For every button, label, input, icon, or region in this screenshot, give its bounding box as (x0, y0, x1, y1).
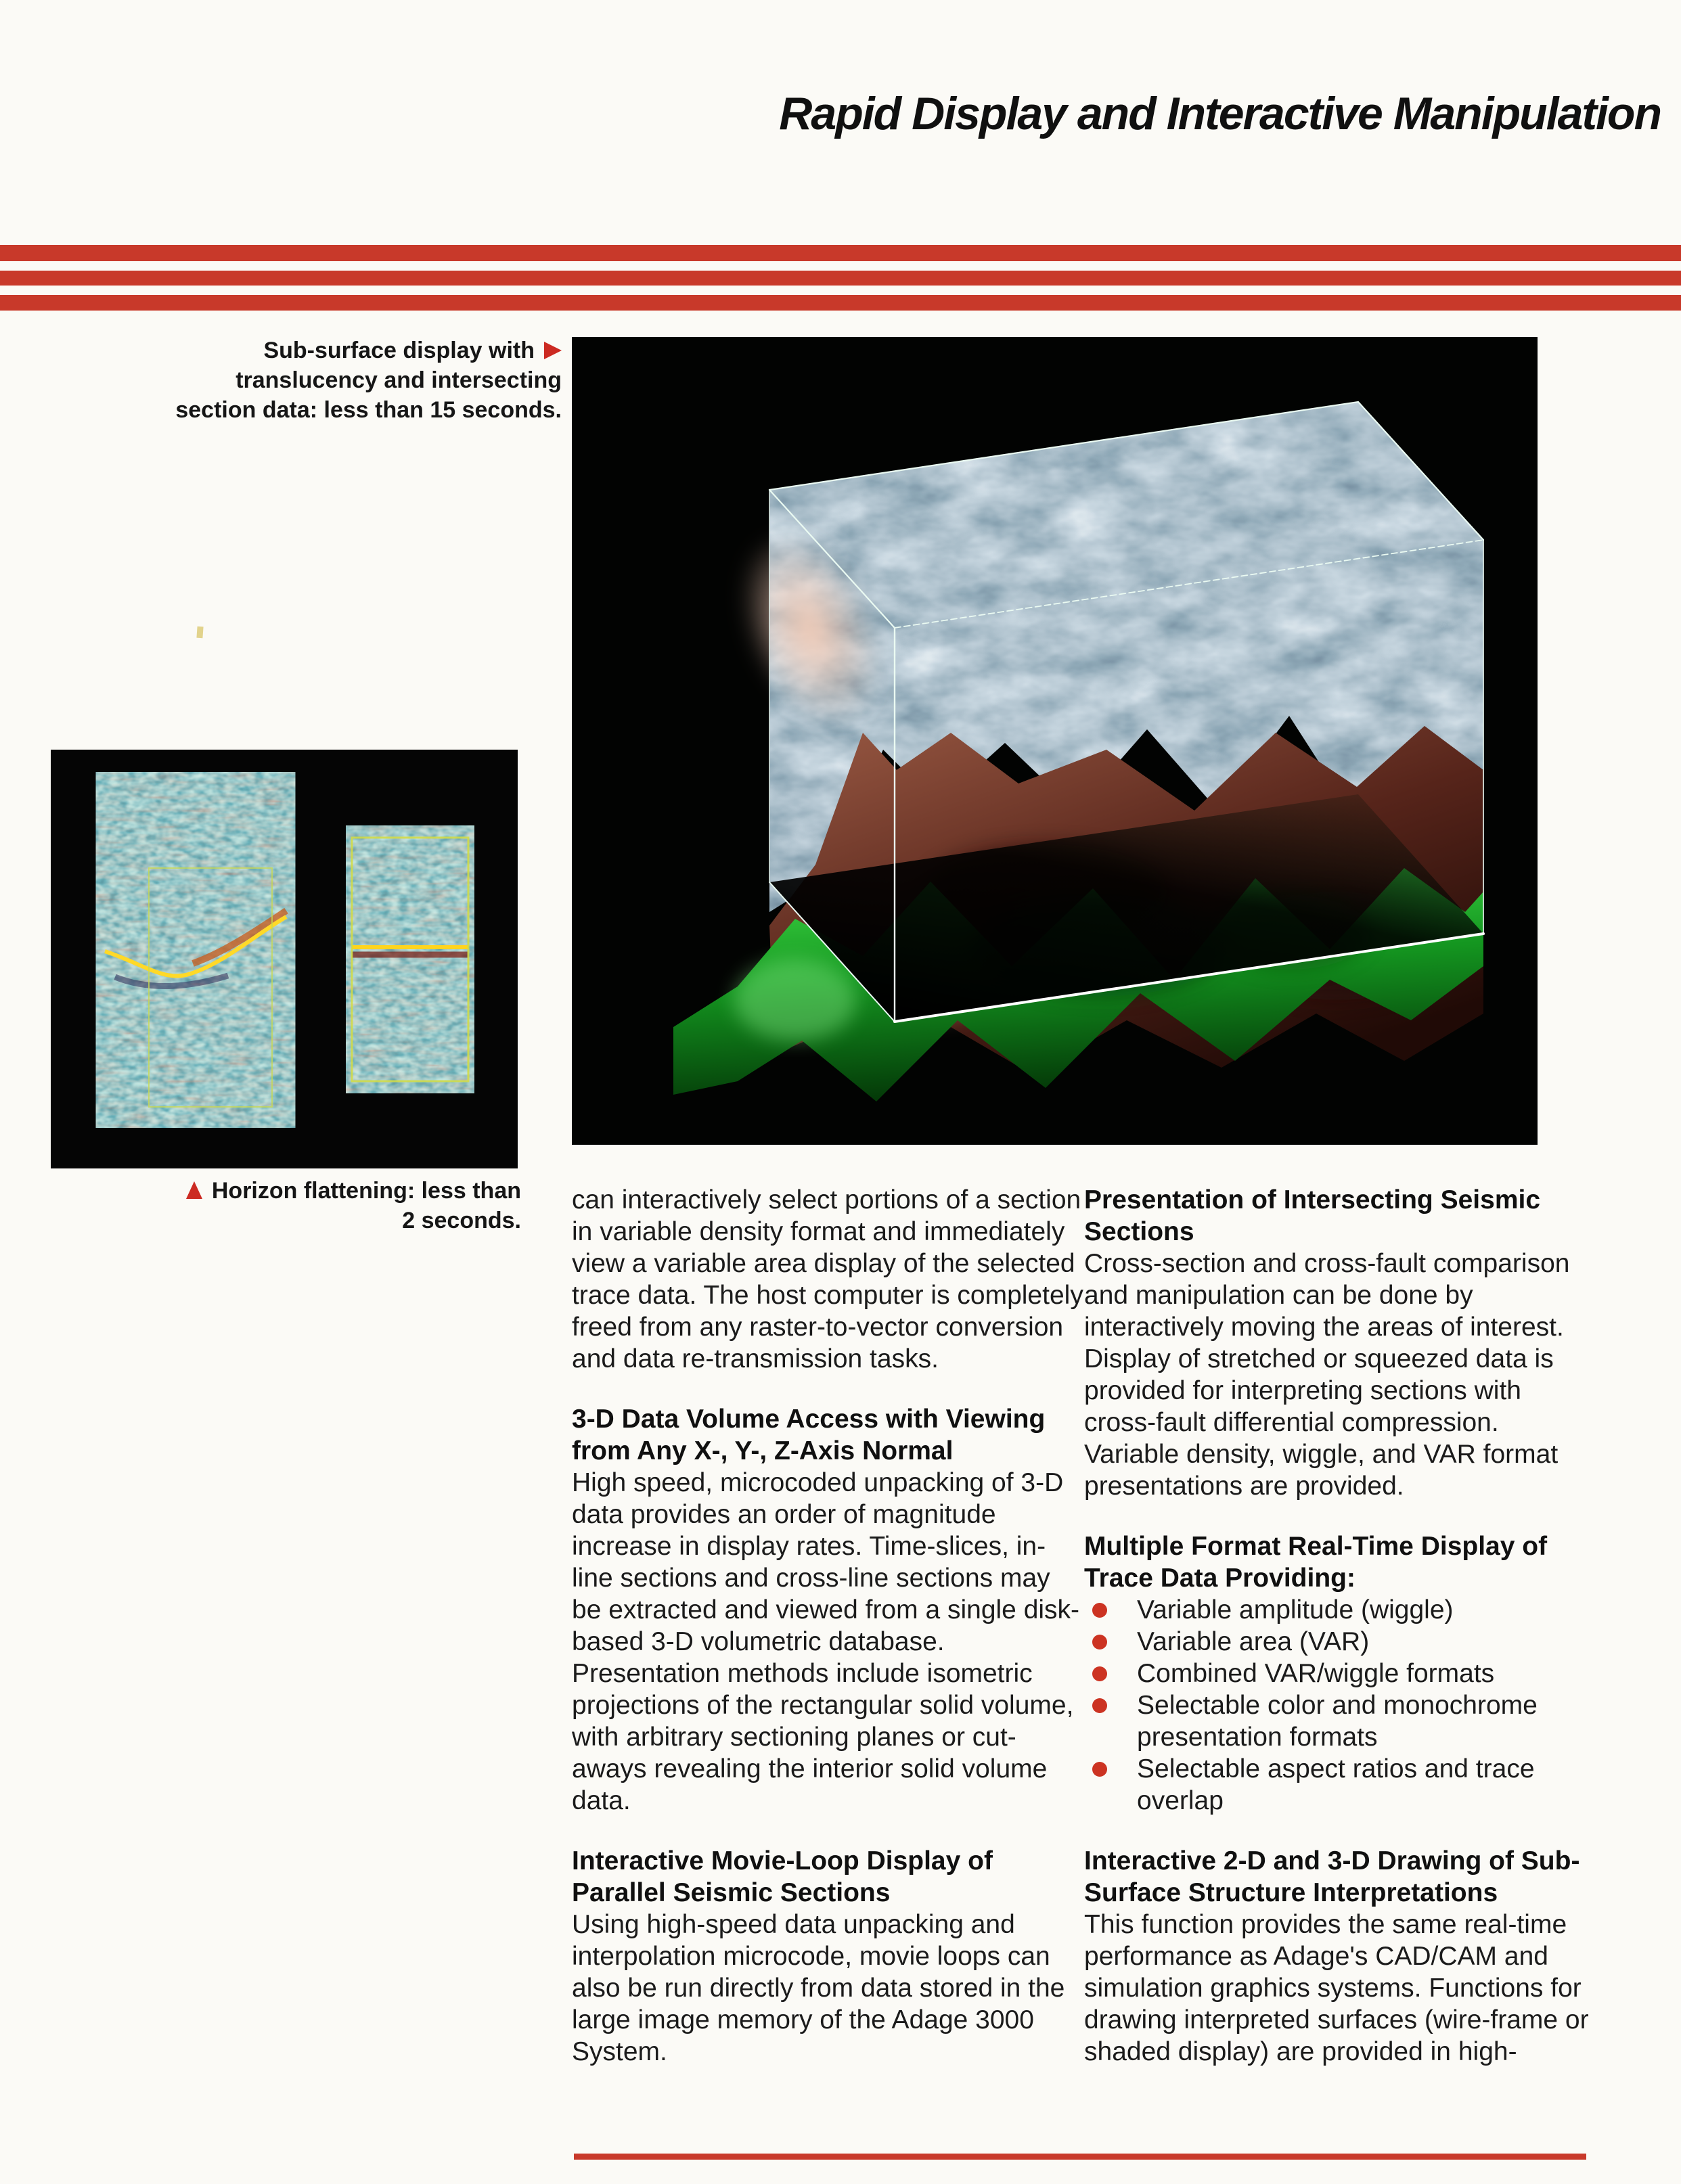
figure-horizon-flattening (51, 750, 518, 1168)
bullet-dot-icon (1092, 1762, 1107, 1777)
list-item (1084, 1594, 1600, 1626)
section-heading: 3-D Data Volume Access with Viewing from Any X-, Y-, Z-Axis Normal (572, 1405, 1046, 1465)
right-arrow-icon (544, 342, 562, 359)
body-paragraph: can interactively select portions of a section in variable density format and immediately view a variable area display of the selected trace data. The host computer is completely freed from any raster-to-vector conversion and data re-transmission tasks. (572, 1185, 1083, 1373)
body-paragraph: Using high-speed data unpacking and interpolation microcode, movie loops can also be run directly from data stored in the large image memory of the Adage 3000 System. (572, 1910, 1065, 2066)
list-item (1084, 1753, 1600, 1817)
caption-text: Sub-surface display with (263, 338, 535, 363)
section-heading: Interactive 2-D and 3-D Drawing of Sub-Surface Structure Interpretations (1084, 1846, 1580, 1907)
bullet-text: Variable amplitude (wiggle) (1137, 1595, 1454, 1624)
subsurface-3d-graphic (572, 337, 1538, 1145)
text-column-right (1084, 1184, 1600, 2068)
bullet-dot-icon (1092, 1666, 1107, 1681)
list-item (1084, 1626, 1600, 1658)
text-column-left (572, 1184, 1086, 2068)
seismic-section-original (105, 788, 286, 1112)
seismic-section-flattened (352, 838, 468, 1081)
caption-text: Horizon flattening: less than (211, 1178, 521, 1204)
figure-3d-subsurface-volume (572, 337, 1538, 1145)
caption-line (95, 1176, 521, 1206)
caption-horizon-flattening (95, 1176, 521, 1235)
list-item (1084, 1658, 1600, 1689)
caption-line: section data: less than 15 seconds. (175, 397, 562, 423)
section-heading: Multiple Format Real-Time Display of Trace Data Providing: (1084, 1532, 1548, 1593)
bullet-dot-icon (1092, 1635, 1107, 1650)
body-paragraph: Cross-section and cross-fault comparison and manipulation can be done by interactively moving the areas of interest. Display of stretched or squeezed data is provided for interpreting sections with cross-fault differential compression. Variable density, wiggle, and VAR format presentations are provided. (1084, 1249, 1570, 1501)
decorative-red-stripes (0, 245, 1681, 313)
list-item (1084, 1689, 1600, 1753)
caption-line: 2 seconds. (402, 1208, 521, 1233)
caption-subsurface-display (95, 336, 562, 425)
body-paragraph: This function provides the same real-time performance as Adage's CAD/CAM and simulation graphics systems. Functions for drawing interpreted surfaces (wire-frame or shaded display) are provided in high- (1084, 1910, 1589, 2066)
red-stripe (0, 295, 1681, 311)
section-heading: Interactive Movie-Loop Display of Parallel Seismic Sections (572, 1846, 993, 1907)
bullet-text: Selectable aspect ratios and trace overlap (1137, 1754, 1535, 1815)
bullet-text: Combined VAR/wiggle formats (1137, 1659, 1495, 1688)
up-arrow-icon (186, 1181, 202, 1199)
bullet-dot-icon (1092, 1698, 1107, 1713)
print-artifact (196, 627, 203, 639)
bullet-text: Selectable color and monochrome presentation formats (1137, 1691, 1538, 1752)
bullet-text: Variable area (VAR) (1137, 1627, 1370, 1656)
caption-line (95, 336, 562, 365)
feature-bullet-list (1084, 1594, 1600, 1817)
bullet-dot-icon (1092, 1603, 1107, 1618)
body-paragraph: High speed, microcoded unpacking of 3-D data provides an order of magnitude increase in display rates. Time-slices, in-line sections and cross-line sections may be extracted and viewed from a single disk-based 3-D volumetric database. Presentation methods include isometric projections of the rectangular solid volume, with arbitrary sectioning planes or cut-aways revealing the interior solid volume data. (572, 1468, 1080, 1815)
red-stripe (0, 245, 1681, 261)
section-heading: Presentation of Intersecting Seismic Sections (1084, 1185, 1541, 1246)
bottom-rule (574, 2154, 1586, 2160)
page-title: Rapid Display and Interactive Manipulation (779, 88, 1661, 139)
red-stripe (0, 271, 1681, 286)
horizon-flattening-graphic (51, 750, 518, 1168)
caption-line: translucency and intersecting (236, 367, 562, 393)
